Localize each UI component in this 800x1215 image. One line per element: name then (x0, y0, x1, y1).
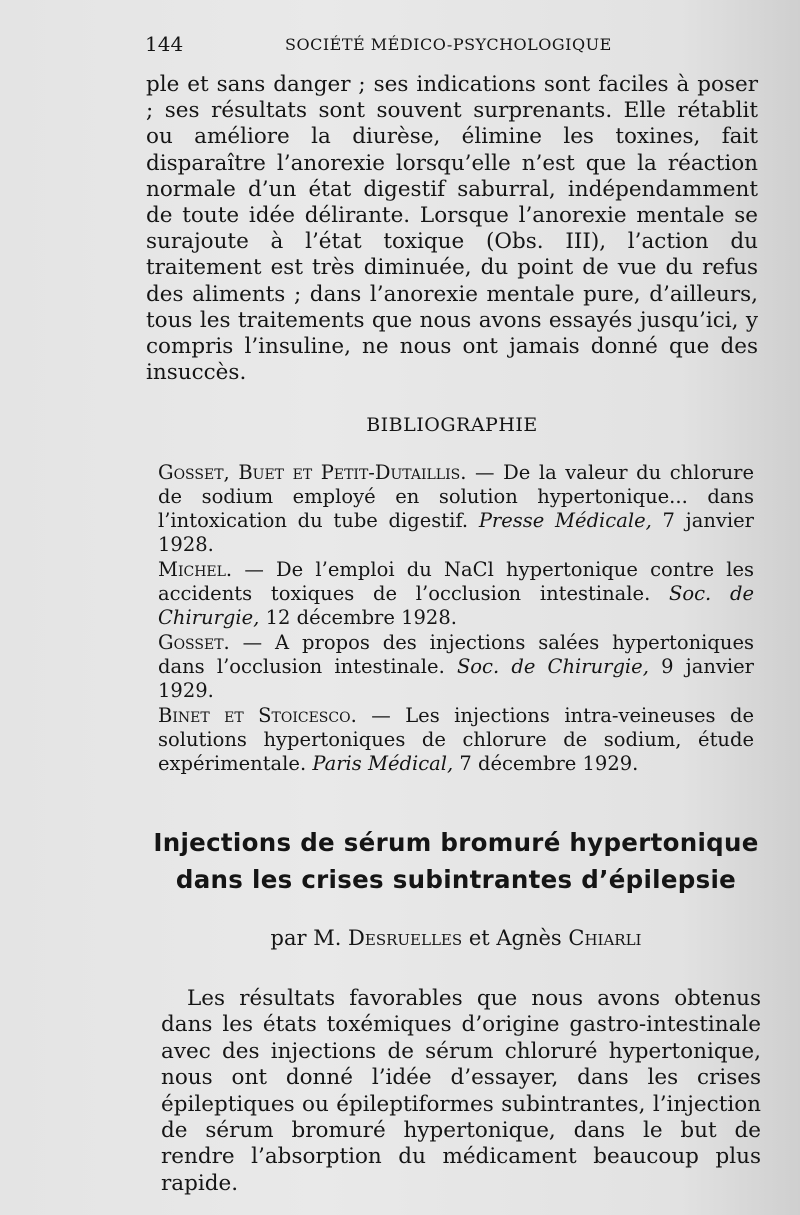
entry-source: Soc. de Chirurgie, (456, 655, 649, 678)
entry-source: Soc. de Chirurgie, (158, 582, 754, 629)
bibliography-heading: BIBLIOGRAPHIE (366, 414, 538, 436)
entry-authors: Gosset, Buet et Petit-Dutaillis. (158, 461, 467, 484)
bibliography-entry (158, 558, 754, 630)
entry-text: — De l’emploi du NaCl hypertonique contre les accidents toxiques de l’occlusion intestinale. (158, 558, 754, 605)
bibliography-entry (158, 631, 754, 703)
entry-text: — De la valeur du chlorure de sodium employé en solution hypertonique... dans l’intoxication du tube digestif. (158, 461, 754, 532)
article-byline (146, 926, 766, 950)
entry-authors: Binet et Stoicesco. (158, 704, 357, 727)
article-intro-paragraph: Les résultats favorables que nous avons obtenus dans les états toxémiques d’origine gastro-intestinale avec des injections de sérum chloruré hypertonique, nous ont donné l’idée d’essayer, dans les crises épileptiques ou épileptiformes subintrantes, l’injection de sérum bromuré hypertonique, dans le but de rendre l’absorption du médicament beaucoup plus rapide. (161, 986, 761, 1196)
entry-text: — A propos des injections salées hypertoniques dans l’occlusion intestinale. (158, 631, 754, 678)
byline-author: Chiarli (568, 926, 642, 950)
byline-conjunction: et Agnès (462, 926, 569, 950)
entry-date: 12 décembre 1928. (259, 606, 457, 629)
article-title (146, 824, 766, 898)
page-number: 144 (145, 32, 184, 56)
bibliography-entry (158, 704, 754, 776)
entry-text: — Les injections intra-veineuses de solutions hypertoniques de chlorure de sodium, étude expérimentale. (158, 704, 754, 775)
entry-authors: Michel. (158, 558, 233, 581)
bibliography-list (158, 461, 754, 777)
byline-author: Desruelles (348, 926, 463, 950)
article-title-line: dans les crises subintrantes d’épilepsie (175, 865, 737, 894)
byline-prefix: par M. (270, 926, 349, 950)
running-title: SOCIÉTÉ MÉDICO-PSYCHOLOGIQUE (285, 35, 612, 54)
body-paragraph: ple et sans danger ; ses indications sont faciles à poser ; ses résultats sont souvent surprenants. Elle rétablit ou améliore la diurèse, élimine les toxines, fait disparaître l’anorexie lorsqu’elle n’est que la réaction normale d’un état digestif saburral, indépendamment de toute idée délirante. Lorsque l’anorexie mentale se surajoute à l’état toxique (Obs. III), l’action du traitement est très diminuée, du point de vue du refus des aliments ; dans l’anorexie mentale pure, d’ailleurs, tous les traitements que nous avons essayés jusqu’ici, y compris l’insuline, ne nous ont jamais donné que des insuccès. (146, 72, 758, 386)
entry-date: 7 janvier 1928. (158, 509, 754, 556)
entry-date: 7 décembre 1929. (453, 752, 639, 775)
entry-authors: Gosset. (158, 631, 230, 654)
entry-source: Presse Médicale, (478, 509, 652, 532)
entry-source: Paris Médical, (312, 752, 454, 775)
bibliography-entry (158, 461, 754, 557)
body-paragraph-block (146, 72, 758, 386)
entry-date: 9 janvier 1929. (158, 655, 754, 702)
article-intro-block (161, 986, 761, 1197)
article-title-line: Injections de sérum bromuré hypertonique (153, 828, 759, 857)
